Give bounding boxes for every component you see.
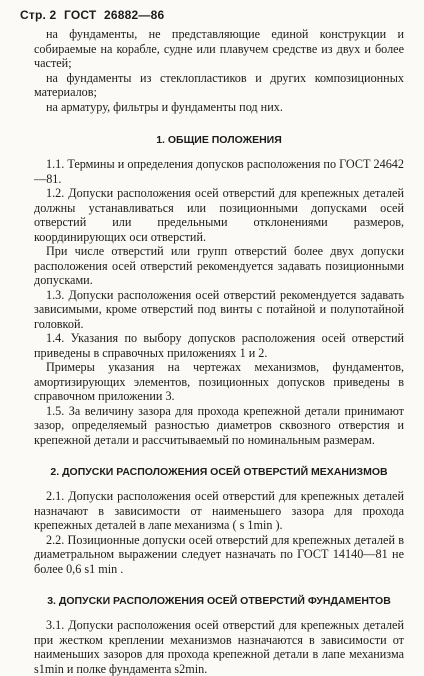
intro-paragraph-1: на фундаменты, не представляющие единой конструкции и собираемые на корабле, судне или плавучем средстве из двух и более частей; bbox=[34, 27, 404, 70]
section-2-title: 2. ДОПУСКИ РАСПОЛОЖЕНИЯ ОСЕЙ ОТВЕРСТИЙ МЕХАНИЗМОВ bbox=[50, 466, 388, 478]
page-header bbox=[20, 8, 168, 22]
paragraph-2-1: 2.1. Допуски расположения осей отверстий для крепежных деталей назначают в зависимости от наименьшего зазора для прохода крепежных деталей в лапе механизма ( s 1min ). bbox=[34, 489, 404, 532]
standard-label: ГОСТ bbox=[63, 8, 97, 22]
paragraph-1-4-cont: Примеры указания на чертежах механизмов, фундаментов, амортизирующих элементов, позиционных допусков приведены в справочном приложении 3. bbox=[34, 360, 404, 403]
paragraph-1-4: 1.4. Указания по выбору допусков расположения осей отверстий приведены в справочных приложениях 1 и 2. bbox=[34, 331, 404, 360]
section-3-title: 3. ДОПУСКИ РАСПОЛОЖЕНИЯ ОСЕЙ ОТВЕРСТИЙ ФУНДАМЕНТОВ bbox=[47, 595, 391, 607]
standard-number: 26882—86 bbox=[104, 8, 165, 22]
paragraph-1-2: 1.2. Допуски расположения осей отверстий для крепежных деталей должны устанавливаться или позиционными допусками осей отверстий или предельными отклонениями размеров, координирующих оси отверстий. bbox=[34, 186, 404, 244]
paragraph-2-2: 2.2. Позиционные допуски осей отверстий для крепежных деталей в диаметральном выражении следует назначать по ГОСТ 14140—81 не более 0,6 s1 min . bbox=[34, 532, 404, 576]
paragraph-1-5: 1.5. За величину зазора для прохода крепежной детали принимают зазор, определяемый разностью диаметров сквозного отверстия и крепежной детали и рассчитываемый по номинальным размерам. bbox=[34, 403, 404, 447]
paragraph-1-3: 1.3. Допуски расположения осей отверстий рекомендуется задавать зависимыми, кроме отверстий под винты с потайной и полупотайной головкой. bbox=[34, 287, 404, 331]
document-body bbox=[34, 27, 404, 676]
section-1-title: 1. ОБЩИЕ ПОЛОЖЕНИЯ bbox=[156, 134, 282, 146]
paragraph-1-2-cont: При числе отверстий или групп отверстий более двух допуски расположения осей отверстий рекомендуется задавать позиционными допусками. bbox=[34, 244, 404, 287]
paragraph-1-1: 1.1. Термины и определения допусков расположения по ГОСТ 24642—81. bbox=[34, 157, 404, 186]
paragraph-3-1: 3.1. Допуски расположения осей отверстий для крепежных деталей при жестком креплении механизмов назначаются в зависимости от наименьших зазоров для прохода крепежной детали в лапе механизма s1min и полке фундамента s2min. bbox=[34, 618, 404, 676]
page-label: Стр. 2 bbox=[20, 8, 57, 22]
intro-paragraph-3: на арматуру, фильтры и фундаменты под них. bbox=[46, 99, 283, 114]
intro-paragraph-2: на фундаменты из стеклопластиков и других композиционных материалов; bbox=[34, 70, 404, 99]
